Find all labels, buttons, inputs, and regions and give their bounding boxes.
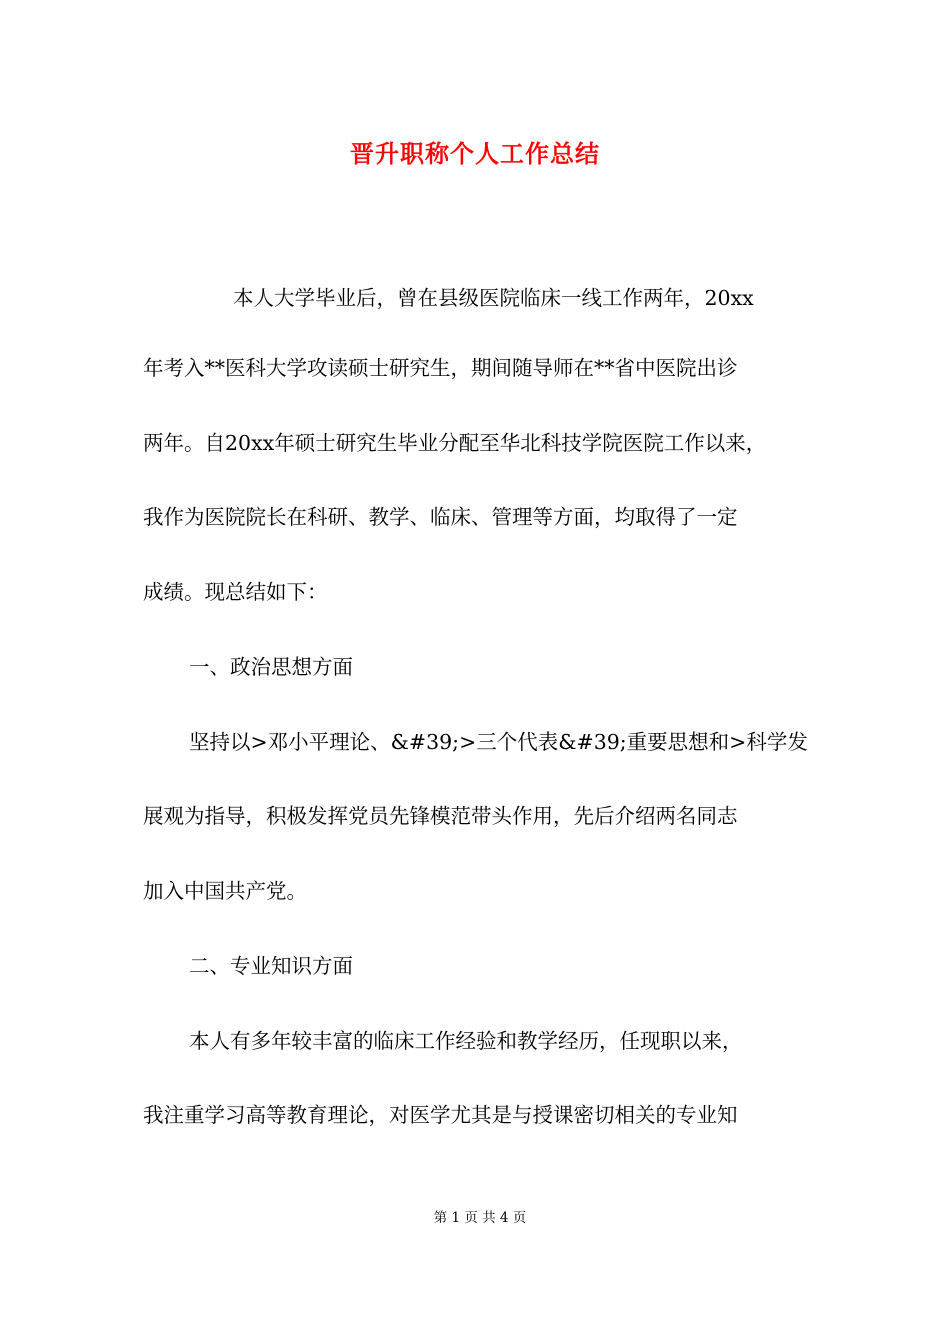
paragraph-line: 年考入**医科大学攻读硕士研究生，期间随导师在**省中医院出诊: [143, 356, 738, 380]
page-number-footer: 第 1 页 共 4 页: [433, 1210, 527, 1226]
paragraph-line: 本人有多年较丰富的临床工作经验和教学经历，任现职以来，: [189, 1029, 743, 1053]
section-heading: 一、政治思想方面: [189, 655, 353, 679]
paragraph-line: 展观为指导，积极发挥党员先锋模范带头作用，先后介绍两名同志: [143, 804, 738, 828]
paragraph-line: 成绩。现总结如下：: [143, 580, 328, 604]
paragraph-line: 我注重学习高等教育理论，对医学尤其是与授课密切相关的专业知: [143, 1103, 738, 1127]
paragraph-line: 两年。自20xx年硕士研究生毕业分配至华北科技学院医院工作以来，: [143, 431, 767, 455]
paragraph-line: 本人大学毕业后，曾在县级医院临床一线工作两年，20xx: [233, 286, 754, 310]
paragraph-line: 坚持以>邓小平理论、&#39;>三个代表&#39;重要思想和>科学发: [189, 730, 808, 754]
section-heading: 二、专业知识方面: [189, 954, 353, 978]
paragraph-line: 我作为医院院长在科研、教学、临床、管理等方面，均取得了一定: [143, 505, 738, 529]
document-title: 晋升职称个人工作总结: [350, 139, 600, 168]
paragraph-line: 加入中国共产党。: [143, 879, 307, 903]
